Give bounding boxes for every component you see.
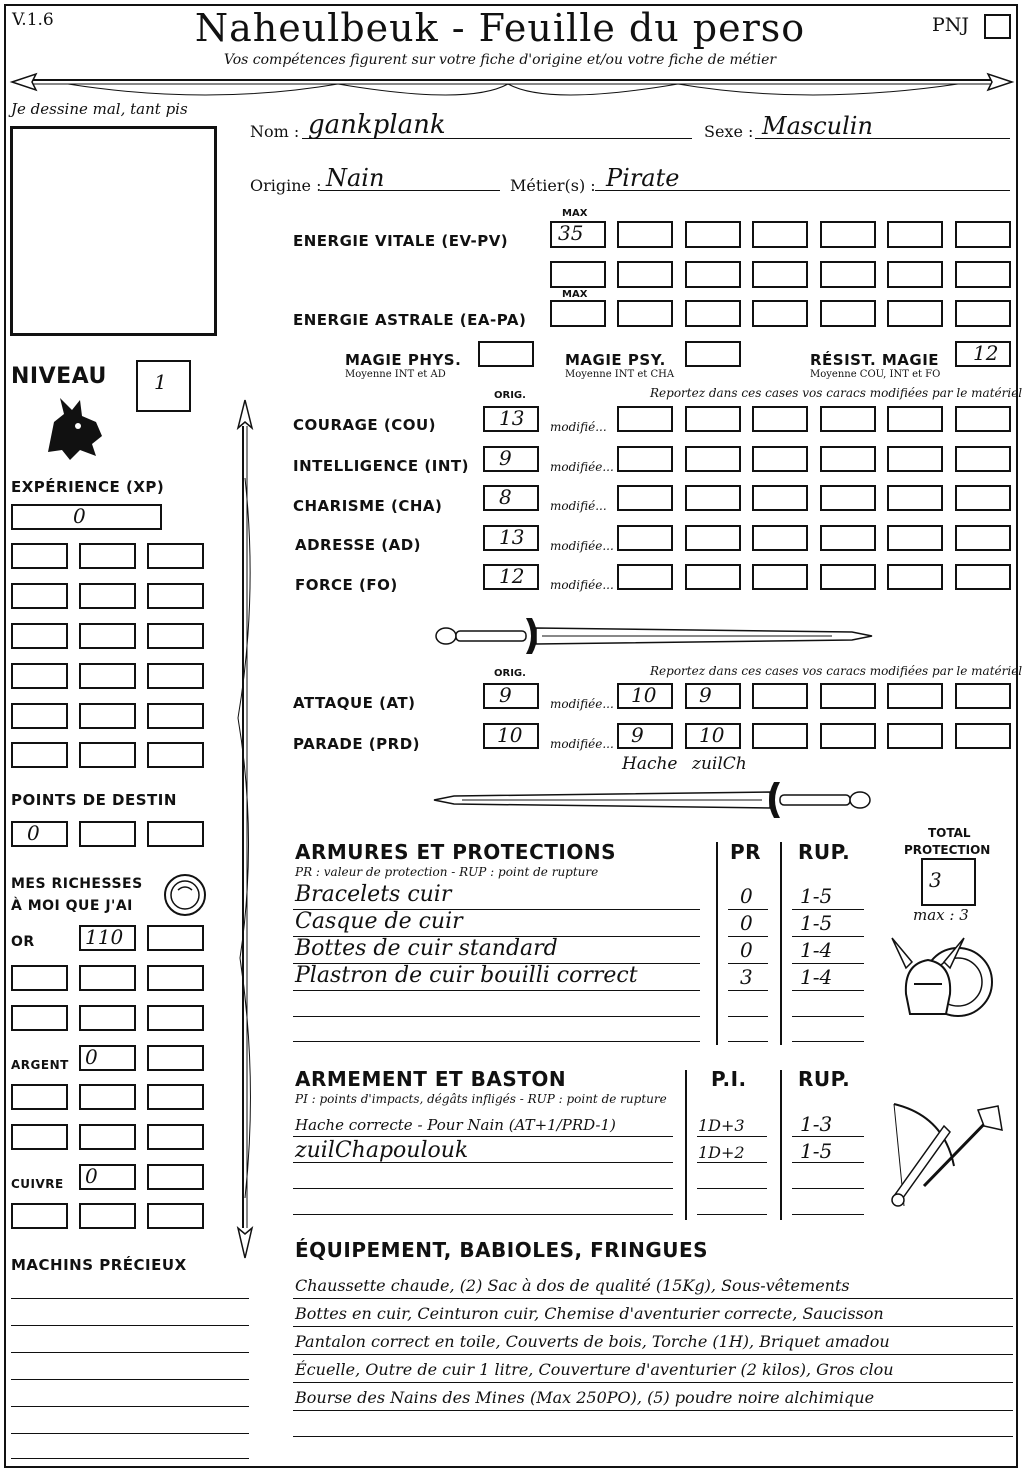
weapon-line[interactable] [293,1136,673,1137]
stat-orig-cou[interactable]: 13 [483,406,539,432]
armures-note: PR : valeur de protection - RUP : point de rupture [295,865,599,879]
stat-mod-box[interactable] [820,564,876,590]
page-title: Naheulbeuk - Feuille du perso [194,6,806,50]
armement-pi-header: P.I. [711,1067,747,1091]
armor-pr: 0 [740,884,753,908]
resist-magie-value: 12 [973,341,999,365]
stat-orig-int[interactable]: 9 [483,446,539,472]
ev-box[interactable] [685,221,741,248]
ev-max-box[interactable] [550,221,606,248]
armor-rup: 1-5 [800,911,833,935]
armor-rup-line[interactable] [792,963,864,964]
or-value: 110 [85,925,124,949]
destin-value: 0 [27,821,40,845]
or-box[interactable] [79,965,136,991]
equipment-rule[interactable] [293,1382,1013,1383]
armor-name: Casque de cuir [295,909,463,934]
ea-max-box[interactable] [550,300,606,327]
cuivre-box[interactable] [79,1164,136,1190]
xp-cell[interactable] [11,663,68,689]
destin-box[interactable] [79,821,136,847]
sexe-label: Sexe : [704,122,754,141]
helmet-shield-icon [888,924,1000,1036]
weapon-line[interactable] [293,1162,673,1163]
weapon-pi-line[interactable] [697,1136,767,1137]
equipment-line: Chaussette chaude, (2) Sac à dos de qualité (15Kg), Sous-vêtements [295,1276,850,1295]
stat-mod-label: modifié... [550,499,607,513]
armement-rup-header: RUP. [798,1067,851,1091]
or-box[interactable] [147,1005,204,1031]
cuivre-box[interactable] [147,1203,204,1229]
parade-mod-box[interactable] [955,723,1011,749]
ev-box[interactable] [887,261,943,288]
armor-pr: 3 [740,965,753,989]
portrait-caption: Je dessine mal, tant pis [11,100,188,118]
orig-tag: ORIG. [494,668,526,679]
stat-mod-label: modifié... [550,420,607,434]
armor-name: Plastron de cuir bouilli correct [295,963,638,988]
armures-pr-header: PR [730,840,762,864]
armor-line[interactable] [293,990,700,991]
armor-pr: 0 [740,911,753,935]
precieux-line[interactable] [11,1352,249,1353]
xp-cell[interactable] [79,742,136,768]
attaque-mod-box[interactable] [752,683,808,709]
stat-label-cou: COURAGE (COU) [293,416,437,434]
armor-pr: 0 [740,938,753,962]
portrait-box[interactable] [10,126,217,336]
stat-mod-box[interactable] [752,564,808,590]
armor-rup-line[interactable] [792,1041,864,1042]
weapon-pi-line[interactable] [697,1162,767,1163]
machins-precieux-label: MACHINS PRÉCIEUX [11,1256,187,1274]
xp-cell[interactable] [147,663,204,689]
equipment-rule[interactable] [293,1326,1013,1327]
equipment-line: Bourse des Nains des Mines (Max 250PO), (5) poudre noire alchimique [295,1388,875,1407]
precieux-line[interactable] [11,1433,249,1434]
ev-box[interactable] [820,221,876,248]
magie-psy-box[interactable] [685,341,741,367]
total-protection-value: 3 [929,868,942,892]
argent-box[interactable] [11,1084,68,1110]
stat-mod-box[interactable] [752,525,808,551]
orig-tag: ORIG. [494,390,526,401]
metier-label: Métier(s) : [510,176,596,195]
attaque-mod-box[interactable]: 9 [685,683,741,709]
stat-orig-ad[interactable]: 13 [483,525,539,551]
weapon-rup-line[interactable] [792,1214,864,1215]
stat-mod-box[interactable] [752,446,808,472]
ea-box[interactable] [955,300,1011,327]
xp-cell[interactable] [147,703,204,729]
niveau-box[interactable] [136,360,191,412]
crossed-weapons-icon [884,1096,1008,1220]
xp-box[interactable] [11,504,162,530]
parade-mod-box[interactable]: 10 [685,723,741,749]
weapon-line[interactable] [293,1214,673,1215]
stat-mod-box[interactable] [955,525,1011,551]
stat-mod-box[interactable] [820,485,876,511]
xp-cell[interactable] [11,543,68,569]
stat-mod-box[interactable] [820,406,876,432]
parade-mod-box[interactable] [752,723,808,749]
stat-mod-box[interactable] [955,406,1011,432]
magie-phys-box[interactable] [478,341,534,367]
max-protection-text: max : 3 [913,906,969,924]
argent-value: 0 [85,1045,98,1069]
stat-mod-box[interactable] [887,446,943,472]
stat-mod-box[interactable] [887,406,943,432]
magie-psy-label: MAGIE PSY. [565,351,666,369]
sword-icon [432,614,874,658]
stat-mod-box[interactable] [685,446,741,472]
dragon-icon [40,392,106,464]
page-subtitle: Vos compétences figurent sur votre fiche d'origine et/ou votre fiche de métier [223,52,777,68]
weapon-rup: 1-5 [800,1139,833,1163]
stat-mod-box[interactable] [752,406,808,432]
stat-mod-box[interactable] [617,485,673,511]
nom-value: gankplank [308,110,446,140]
ea-box[interactable] [617,300,673,327]
stat-mod-box[interactable] [955,485,1011,511]
armor-rup-line[interactable] [792,990,864,991]
weapon-name: Hache correcte - Pour Nain (AT+1/PRD-1) [295,1116,616,1134]
vertical-spear-icon [228,398,262,1260]
armor-rup: 1-4 [800,965,833,989]
stat-label-fo: FORCE (FO) [295,576,398,594]
pnj-label: PNJ [932,14,970,36]
cuivre-box[interactable] [11,1203,68,1229]
ev-label: ENERGIE VITALE (EV-PV) [293,232,509,250]
or-box[interactable] [147,965,204,991]
weapon-col-1: Hache [622,754,678,774]
ea-box[interactable] [752,300,808,327]
total-protection-label-1: TOTAL [928,826,971,840]
argent-box[interactable] [79,1124,136,1150]
or-box[interactable] [79,925,136,951]
weapon-rup: 1-3 [800,1112,833,1136]
parade-mod-label: modifiée... [550,737,614,751]
precieux-line[interactable] [11,1298,249,1299]
armor-pr-line[interactable] [728,1016,768,1017]
precieux-line[interactable] [11,1458,249,1459]
sword-icon [432,778,874,822]
stat-mod-box[interactable] [685,485,741,511]
weapon-pi: 1D+3 [698,1116,745,1135]
stat-mod-box[interactable] [955,564,1011,590]
stat-mod-label: modifiée... [550,539,614,553]
niveau-label: NIVEAU [11,364,107,389]
xp-cell[interactable] [11,583,68,609]
stat-mod-box[interactable] [955,446,1011,472]
armor-pr-line[interactable] [728,1041,768,1042]
argent-box[interactable] [147,1124,204,1150]
armement-note: PI : points d'impacts, dégâts infligés - RUP : point de rupture [295,1092,667,1106]
armor-name: Bottes de cuir standard [295,936,558,961]
stat-mod-box[interactable] [887,485,943,511]
combat-report-note: Reportez dans ces cases vos caracs modifiées par le matériel [650,664,1023,678]
armor-rup-line[interactable] [792,936,864,937]
weapon-name: zuilChapoulouk [295,1138,469,1163]
sexe-value: Masculin [762,112,873,140]
stat-mod-box[interactable] [820,525,876,551]
argent-box[interactable] [79,1045,136,1071]
cuivre-box[interactable] [147,1164,204,1190]
magie-psy-note: Moyenne INT et CHA [565,369,675,380]
xp-cell[interactable] [11,703,68,729]
cuivre-box[interactable] [79,1203,136,1229]
armures-divider [780,842,782,1045]
argent-box[interactable] [147,1045,204,1071]
parade-label: PARADE (PRD) [293,735,421,753]
or-box[interactable] [147,925,204,951]
richesses-label-1: MES RICHESSES [11,876,143,892]
weapon-rup-line[interactable] [792,1188,864,1189]
ev-value: 35 [558,221,584,245]
precieux-line[interactable] [11,1379,249,1380]
parade-mod-box[interactable]: 9 [617,723,673,749]
ev-box[interactable] [752,221,808,248]
argent-box[interactable] [147,1084,204,1110]
origine-label: Origine : [250,176,322,195]
armures-divider [716,842,718,1045]
parade-mod-box[interactable] [820,723,876,749]
ev-box[interactable] [685,261,741,288]
attaque-mod-box[interactable] [820,683,876,709]
xp-cell[interactable] [11,623,68,649]
stat-mod-label: modifiée... [550,578,614,592]
armor-rup-line[interactable] [792,1016,864,1017]
stats-report-note: Reportez dans ces cases vos caracs modifiées par le matériel [650,386,1023,400]
version-label: V.1.6 [12,10,54,30]
attaque-mod-label: modifiée... [550,697,614,711]
ev-box[interactable] [550,261,606,288]
resist-magie-box[interactable] [955,341,1011,367]
precieux-line[interactable] [11,1325,249,1326]
ev-box[interactable] [617,261,673,288]
armement-title: ARMEMENT ET BASTON [295,1067,567,1091]
niveau-value: 1 [154,370,167,394]
attaque-label: ATTAQUE (AT) [293,694,416,712]
armor-pr-line[interactable] [728,909,768,910]
stat-mod-box[interactable] [887,525,943,551]
weapon-rup-line[interactable] [792,1136,864,1137]
precieux-line[interactable] [11,1406,249,1407]
stat-label-ad: ADRESSE (AD) [295,536,422,554]
xp-cell[interactable] [147,742,204,768]
armement-divider [685,1070,687,1220]
equipment-rule[interactable] [293,1436,1013,1437]
nom-label: Nom : [250,122,300,141]
armures-title: ARMURES ET PROTECTIONS [295,840,616,864]
attaque-mod-box[interactable]: 10 [617,683,673,709]
destin-label: POINTS DE DESTIN [11,791,177,809]
weapon-line[interactable] [293,1188,673,1189]
ev-box[interactable] [955,221,1011,248]
ea-box[interactable] [685,300,741,327]
argent-box[interactable] [79,1084,136,1110]
stat-mod-box[interactable] [752,485,808,511]
argent-box[interactable] [11,1124,68,1150]
equipment-rule[interactable] [293,1354,1013,1355]
or-label: OR [11,934,35,950]
magie-phys-label: MAGIE PHYS. [345,351,462,369]
pnj-checkbox[interactable] [984,14,1011,39]
cuivre-label: CUIVRE [11,1177,64,1191]
ev-box[interactable] [955,261,1011,288]
armures-rup-header: RUP. [798,840,851,864]
ea-max-tag: MAX [562,289,588,300]
xp-cell[interactable] [147,543,204,569]
armement-divider [780,1070,782,1220]
weapon-pi-line[interactable] [697,1214,767,1215]
destin-box[interactable] [11,821,68,847]
attaque-orig-box[interactable]: 9 [483,683,539,709]
equipment-line: Bottes en cuir, Ceinturon cuir, Chemise d'aventurier correcte, Saucisson [295,1304,884,1323]
armor-rup: 1-4 [800,938,833,962]
stat-orig-cha[interactable]: 8 [483,485,539,511]
ea-label: ENERGIE ASTRALE (EA-PA) [293,311,527,329]
xp-cell[interactable] [11,742,68,768]
resist-magie-label: RÉSIST. MAGIE [810,351,940,369]
total-protection-label-2: PROTECTION [904,843,991,857]
stat-mod-box[interactable] [617,446,673,472]
argent-label: ARGENT [11,1058,69,1072]
armor-pr-line[interactable] [728,936,768,937]
xp-cell[interactable] [79,703,136,729]
or-box[interactable] [11,965,68,991]
ev-box[interactable] [820,261,876,288]
stat-mod-box[interactable] [887,564,943,590]
equipment-line: Pantalon correct en toile, Couverts de bois, Torche (1H), Briquet amadou [295,1332,890,1351]
weapon-pi: 1D+2 [698,1143,745,1162]
xp-label: EXPÉRIENCE (XP) [11,478,165,496]
destin-box[interactable] [147,821,204,847]
weapon-pi-line[interactable] [697,1188,767,1189]
attaque-mod-box[interactable] [887,683,943,709]
ea-box[interactable] [820,300,876,327]
stat-mod-box[interactable] [617,525,673,551]
equipment-rule[interactable] [293,1410,1013,1411]
xp-cell[interactable] [79,543,136,569]
equipement-title: ÉQUIPEMENT, BABIOLES, FRINGUES [295,1238,709,1262]
or-box[interactable] [11,1005,68,1031]
magie-phys-note: Moyenne INT et AD [345,369,446,380]
coin-icon [162,872,208,918]
armor-rup-line[interactable] [792,909,864,910]
xp-cell[interactable] [79,583,136,609]
ev-max-tag: MAX [562,208,588,219]
origine-value: Nain [326,164,385,192]
stat-mod-box[interactable] [617,406,673,432]
attaque-mod-box[interactable] [955,683,1011,709]
stat-mod-box[interactable] [685,406,741,432]
xp-cell[interactable] [79,623,136,649]
stat-mod-box[interactable] [617,564,673,590]
metier-value: Pirate [606,164,680,192]
equipment-rule[interactable] [293,1298,1013,1299]
or-box[interactable] [79,1005,136,1031]
xp-cell[interactable] [147,623,204,649]
stat-label-cha: CHARISME (CHA) [293,497,443,515]
armor-rup: 1-5 [800,884,833,908]
stat-label-int: INTELLIGENCE (INT) [293,457,469,475]
armor-name: Bracelets cuir [295,882,452,907]
cuivre-value: 0 [85,1164,98,1188]
parade-mod-box[interactable] [887,723,943,749]
armor-line[interactable] [293,1016,700,1017]
xp-cell[interactable] [79,663,136,689]
stat-mod-box[interactable] [685,525,741,551]
xp-value: 0 [73,504,86,528]
equipment-line: Écuelle, Outre de cuir 1 litre, Couverture d'aventurier (2 kilos), Gros clou [295,1360,894,1379]
richesses-label-2: À MOI QUE J'AI [11,898,133,914]
armor-line[interactable] [293,1041,700,1042]
stat-mod-label: modifiée... [550,460,614,474]
stat-orig-fo[interactable]: 12 [483,564,539,590]
ev-box[interactable] [617,221,673,248]
xp-cell[interactable] [147,583,204,609]
ea-box[interactable] [887,300,943,327]
stat-mod-box[interactable] [820,446,876,472]
armor-pr-line[interactable] [728,990,768,991]
ev-box[interactable] [752,261,808,288]
armor-pr-line[interactable] [728,963,768,964]
weapon-rup-line[interactable] [792,1162,864,1163]
parade-orig-box[interactable]: 10 [483,723,539,749]
resist-magie-note: Moyenne COU, INT et FO [810,369,941,380]
stat-mod-box[interactable] [685,564,741,590]
weapon-col-2: zuilCh [692,754,747,774]
ev-box[interactable] [887,221,943,248]
total-protection-box[interactable] [921,858,976,906]
